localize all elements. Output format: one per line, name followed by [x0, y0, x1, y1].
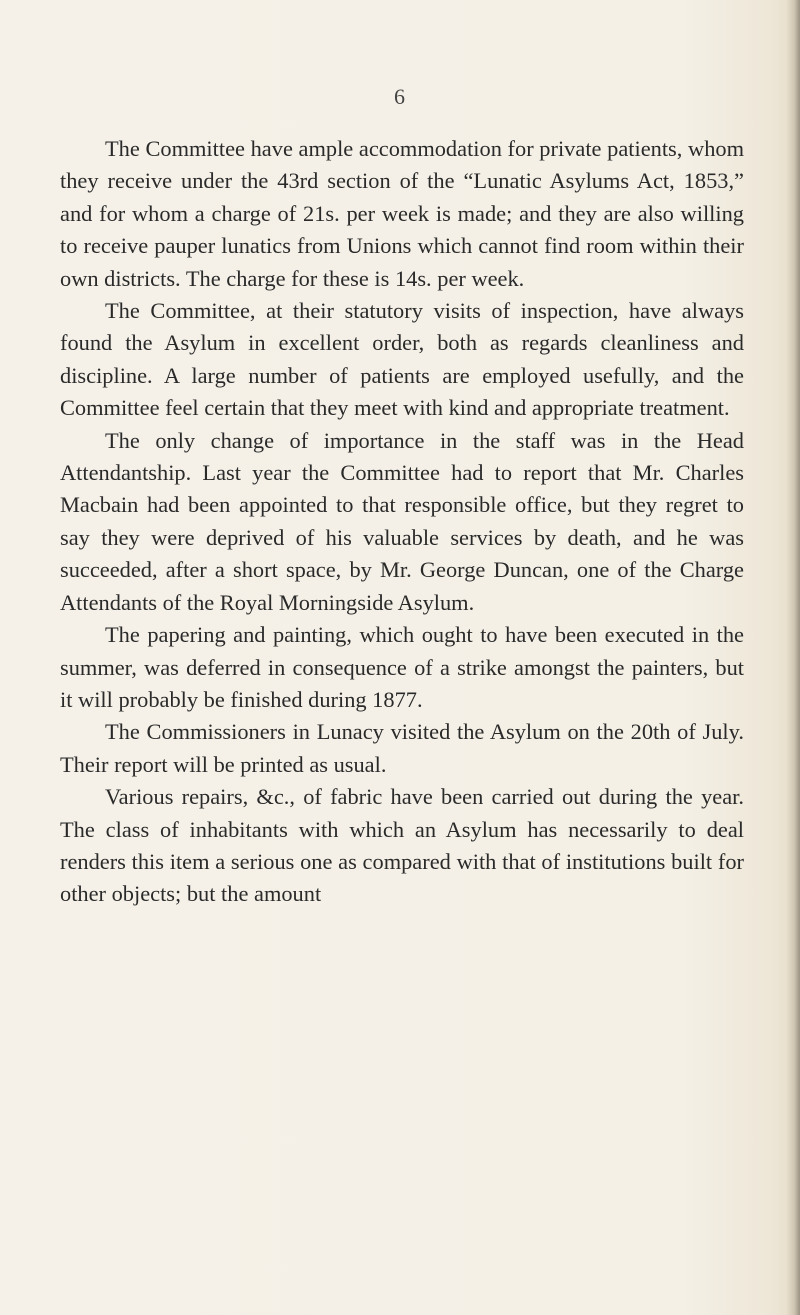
- page-number: 6: [394, 84, 406, 109]
- paragraph-inspection: The Committee, at their statutory visits of inspection, have always found the Asylum in excellent order, both as regards cleanliness and discipline. A large number of patients are employed usefully, and the Committee feel certain that they meet with kind and appropriate treatment.: [60, 298, 744, 421]
- paragraph-repairs: Various repairs, &c., of fabric have been carried out during the year. The class of inhabitants with which an Asylum has necessarily to deal renders this item a serious one as compared with that of institutions built for other objects; but the amount: [60, 784, 744, 907]
- paragraph-private-patients: The Committee have ample accommodation for private patients, whom they receive under the 43rd section of the “Lunatic Asylums Act, 1853,” and for whom a charge of 21s. per week is made; and they are also willing to receive pauper lunatics from Unions which cannot find room within their own districts. The charge for these is 14s. per week.: [60, 136, 744, 291]
- page-edge-shadow: [786, 0, 800, 1315]
- paragraph-papering: The papering and painting, which ought to have been executed in the summer, was deferred in consequence of a strike amongst the painters, but it will probably be finished during 1877.: [60, 622, 744, 712]
- paragraph-commissioners: The Commissioners in Lunacy visited the Asylum on the 20th of July. Their report will be printed as usual.: [60, 719, 744, 777]
- paragraph-staff-change: The only change of importance in the staff was in the Head Attendantship. Last year the Committee had to report that Mr. Charles Macbain had been appointed to that responsible office, but they regret to say they were deprived of his valuable services by death, and he was succeeded, after a short space, by Mr. George Duncan, one of the Charge Attendants of the Royal Morningside Asylum.: [60, 427, 744, 615]
- body-text: [60, 133, 744, 911]
